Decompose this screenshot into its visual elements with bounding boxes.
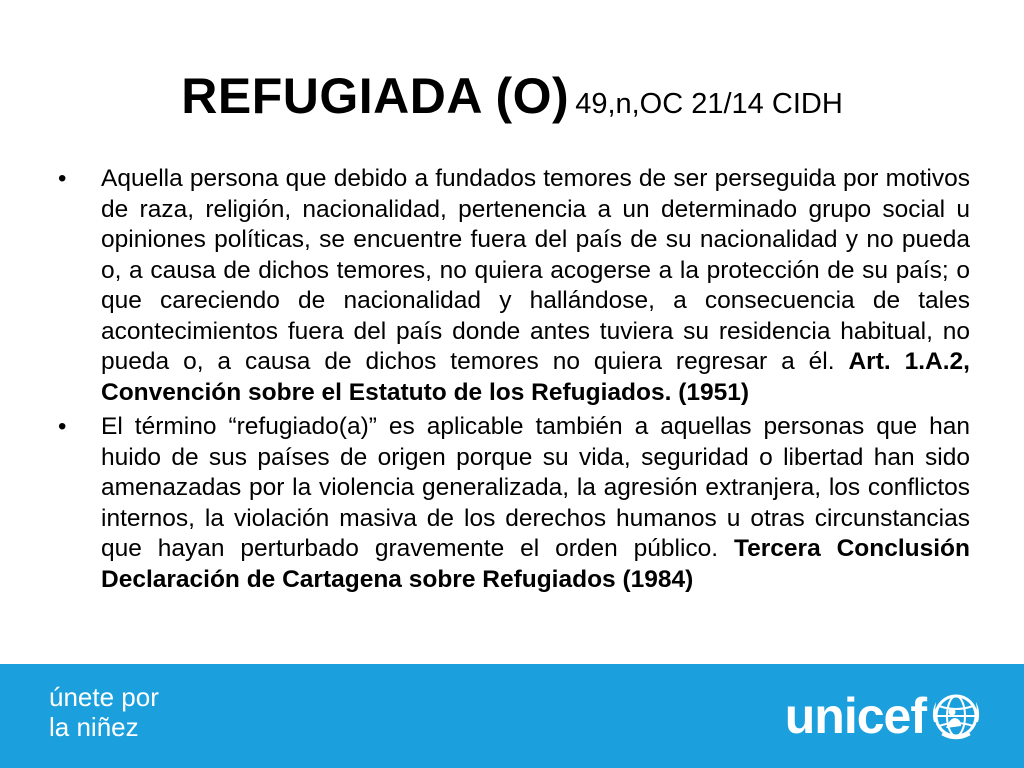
bullet-item — [58, 164, 970, 408]
bullet-marker: • — [58, 413, 67, 440]
footer-tagline — [49, 682, 159, 742]
logo-wordmark: unicef — [784, 688, 926, 744]
footer-banner — [0, 664, 1024, 768]
bullet-text: Aquella persona que debido a fundados temores de ser perseguida por motivos de raza, religión, nacionalidad, pertenencia a un determinado grupo social u opiniones políticas, se encuentre fuera del país de su nacionalidad y no pueda o, a causa de dichos temores, no quiera acogerse a la protección de su país; o que careciendo de nacionalidad y hallándose, a consecuencia de tales acontecimientos fuera del país donde antes tuviera su residencia habitual, no pueda o, a causa de dichos temores no quiera regresar a él. — [101, 165, 970, 375]
bullet-marker: • — [58, 165, 67, 192]
unicef-logo — [785, 686, 984, 746]
tagline-line: la niñez — [49, 712, 139, 742]
tagline-line: únete por — [49, 682, 159, 712]
title-reference: 49,n,OC 21/14 CIDH — [575, 88, 843, 120]
bullet-source: Tercera Conclusión Declaración de Cartagena sobre Refugiados (1984) — [101, 535, 970, 593]
unicef-emblem-icon — [928, 688, 984, 744]
bullet-text: El término “refugiado(a)” es aplicable también a aquellas personas que han huido de sus países de origen porque su vida, seguridad o libertad han sido amenazadas por la violencia generalizada, la agresión extranjera, los conflictos internos, la violación masiva de los derechos humanos u otras circunstancias que hayan perturbado gravemente el orden público. — [101, 413, 970, 562]
slide-title — [0, 66, 1024, 139]
bullet-item — [58, 412, 970, 595]
title-main: REFUGIADA (O) — [181, 68, 570, 124]
bullet-source: Art. 1.A.2, Convención sobre el Estatuto de los Refugiados. (1951) — [101, 348, 970, 406]
bullet-list — [58, 164, 970, 599]
